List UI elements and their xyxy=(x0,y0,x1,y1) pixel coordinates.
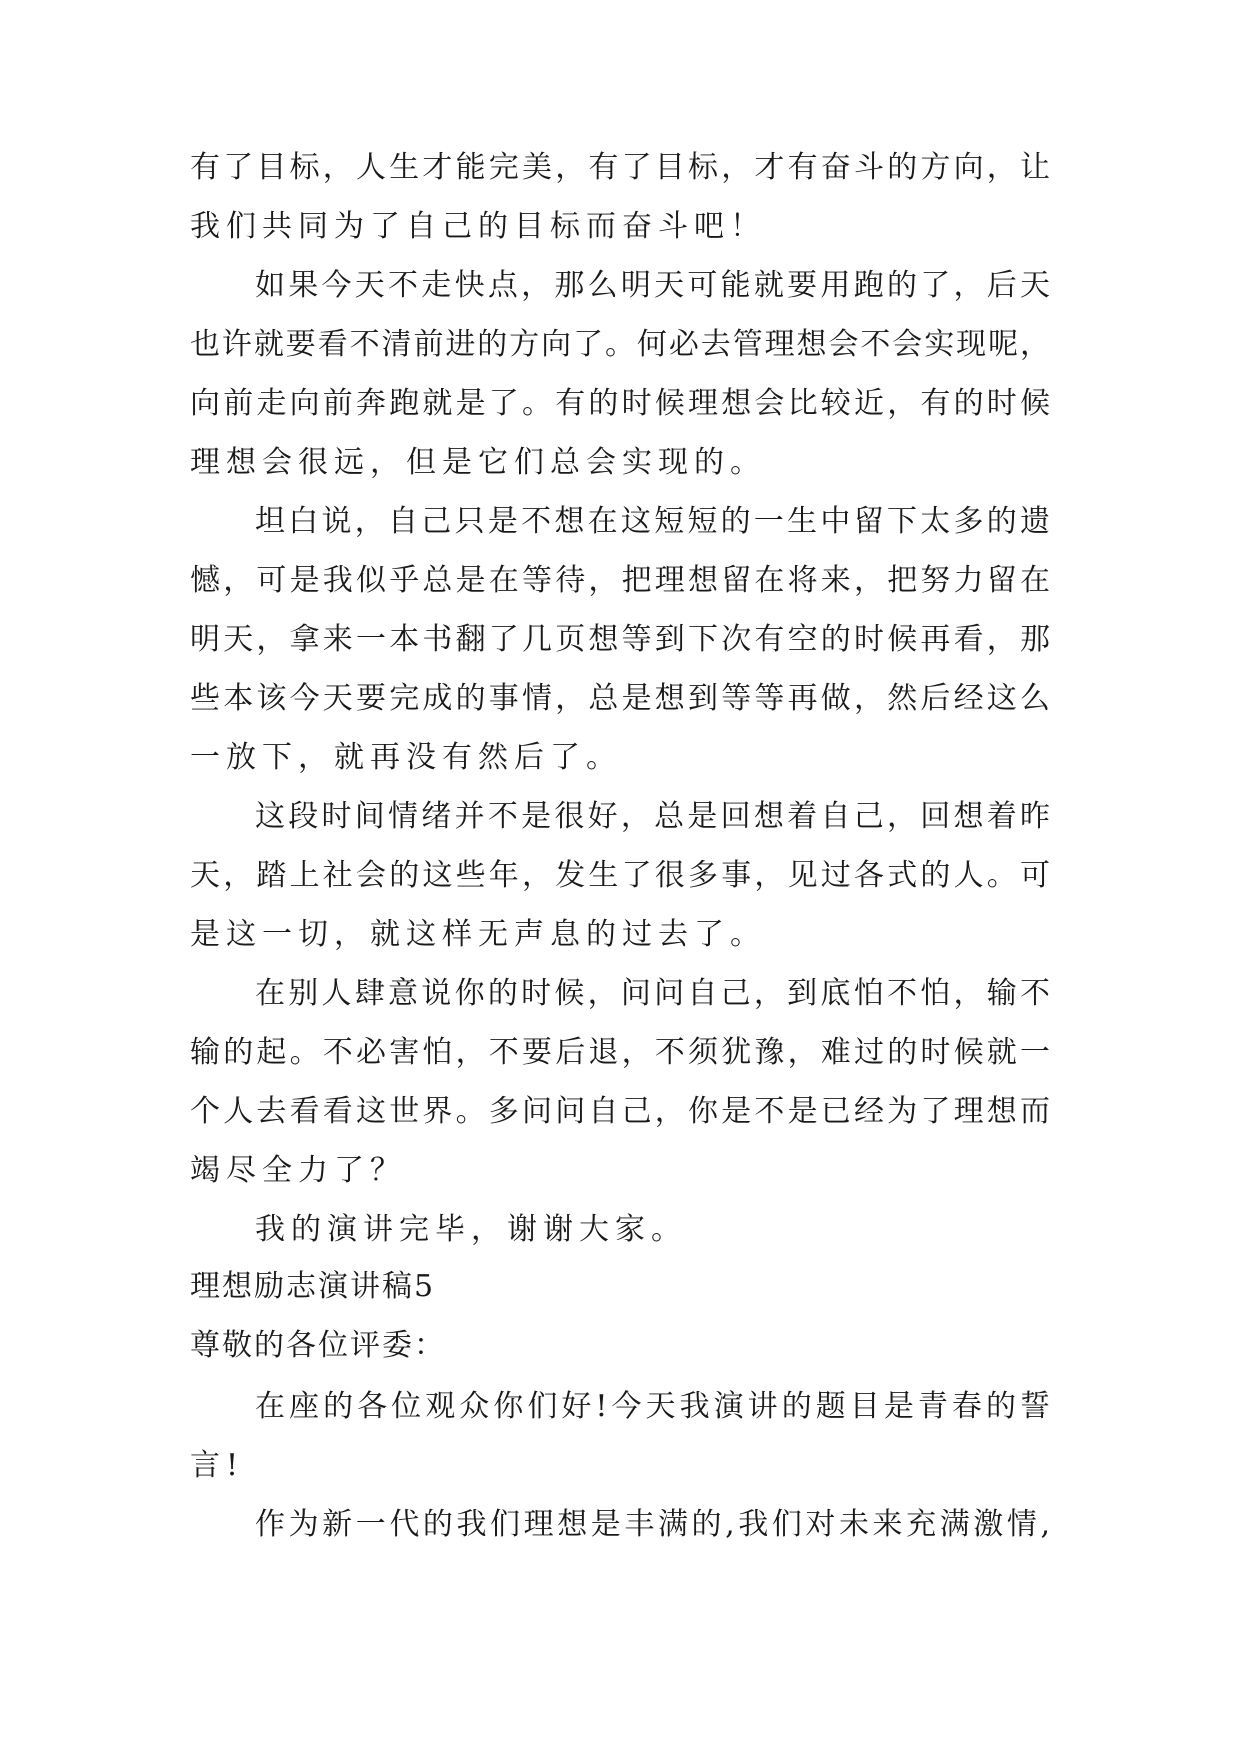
paragraph-first-line: 我的演讲完毕，谢谢大家。 xyxy=(255,1212,687,1247)
paragraph-first-line: 在别人肆意说你的时候，问问自己，到底怕不怕，输不 xyxy=(255,976,1050,1011)
text-line: 有了目标，人生才能完美，有了目标，才有奋斗的方向，让 xyxy=(190,150,1050,185)
paragraph-first-line: 这段时间情绪并不是很好，总是回想着自己，回想着昨 xyxy=(255,799,1050,834)
paragraph-first-line: 如果今天不走快点，那么明天可能就要用跑的了，后天 xyxy=(255,268,1050,303)
text-line: 憾，可是我似乎总是在等待，把理想留在将来，把努力留在 xyxy=(190,563,1050,598)
section-heading: 理想励志演讲稿5 xyxy=(190,1269,436,1304)
text-line: 明天，拿来一本书翻了几页想等到下次有空的时候再看，那 xyxy=(190,622,1050,657)
text-line: 天，踏上社会的这些年，发生了很多事，见过各式的人。可 xyxy=(190,858,1050,893)
text-line: 是这一切，就这样无声息的过去了。 xyxy=(190,917,766,952)
text-line: 我们共同为了自己的目标而奋斗吧！ xyxy=(190,209,766,244)
text-line: 向前走向前奔跑就是了。有的时候理想会比较近，有的时候 xyxy=(190,386,1050,421)
text-line: 理想会很远，但是它们总会实现的。 xyxy=(190,445,766,480)
text-line: 也许就要看不清前进的方向了。何必去管理想会不会实现呢， xyxy=(190,327,1050,362)
text-line: 个人去看看这世界。多问问自己，你是不是已经为了理想而 xyxy=(190,1094,1050,1129)
text-line: 言! xyxy=(190,1448,245,1483)
text-line: 些本该今天要完成的事情，总是想到等等再做，然后经这么 xyxy=(190,681,1050,716)
text-line: 输的起。不必害怕，不要后退，不须犹豫，难过的时候就一 xyxy=(190,1035,1050,1070)
paragraph-first-line: 在座的各位观众你们好!今天我演讲的题目是青春的誓 xyxy=(255,1389,1050,1424)
paragraph-first-line: 坦白说，自己只是不想在这短短的一生中留下太多的遗 xyxy=(255,504,1050,539)
text-line: 竭尽全力了？ xyxy=(190,1153,406,1188)
paragraph-first-line: 作为新一代的我们理想是丰满的,我们对未来充满激情, xyxy=(255,1507,1050,1542)
text-line: 一放下，就再没有然后了。 xyxy=(190,740,622,775)
salutation: 尊敬的各位评委： xyxy=(190,1328,446,1363)
